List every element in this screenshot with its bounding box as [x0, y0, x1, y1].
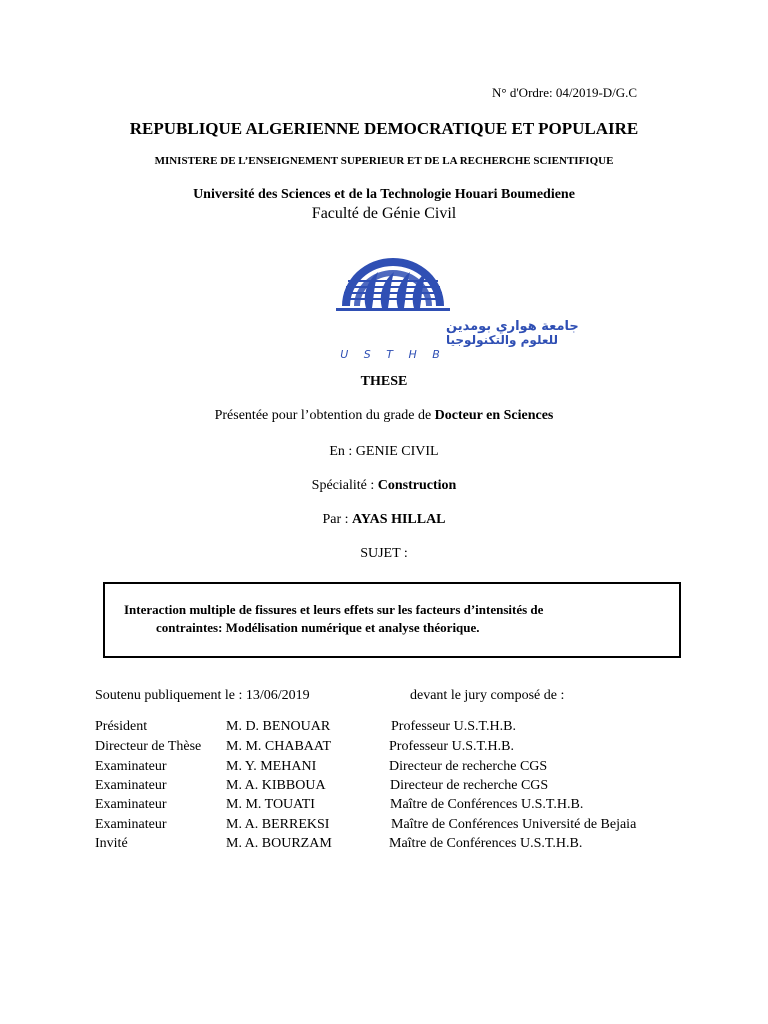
- jury-role: Invité: [95, 836, 128, 851]
- logo-latin: U S T H B: [340, 348, 446, 361]
- jury-role: Examinateur: [95, 797, 167, 812]
- jury-title: Professeur U.S.T.H.B.: [391, 719, 516, 734]
- jury-role: Directeur de Thèse: [95, 739, 202, 754]
- logo-arabic-line1: جامعة هواري بومدين: [446, 319, 579, 334]
- subject-line-1: Interaction multiple de fissures et leurs effets sur les facteurs d’intensités de: [124, 602, 544, 617]
- jury-name: M. Y. MEHANI: [226, 759, 317, 774]
- specialty-label: Spécialité :: [311, 478, 378, 493]
- presented-prefix: Présentée pour l’obtention du grade de: [214, 408, 435, 423]
- order-number: N° d'Ordre: 04/2019-D/G.C: [492, 85, 638, 100]
- presented-for: [0, 408, 768, 424]
- specialty-value: Construction: [377, 478, 457, 493]
- author-name: AYAS HILLAL: [352, 512, 446, 527]
- defense-date: Soutenu publiquement le : 13/06/2019: [95, 688, 310, 703]
- jury-role: Président: [95, 719, 148, 734]
- jury-name: M. A. BERREKSI: [226, 817, 330, 832]
- specialty: [0, 478, 768, 494]
- jury-title: Maître de Conférences U.S.T.H.B.: [389, 836, 583, 851]
- jury-name: M. D. BENOUAR: [226, 719, 331, 734]
- author-label: Par :: [322, 512, 353, 527]
- thesis-title: THESE: [360, 374, 408, 389]
- jury-title: Directeur de recherche CGS: [389, 759, 548, 774]
- subject-line-2: contraintes: Modélisation numérique et analyse théorique.: [156, 620, 480, 635]
- grade: Docteur en Sciences: [434, 408, 554, 423]
- republic-heading: REPUBLIQUE ALGERIENNE DEMOCRATIQUE ET POPULAIRE: [129, 119, 639, 138]
- jury-role: Examinateur: [95, 817, 167, 832]
- jury-name: M. A. BOURZAM: [226, 836, 332, 851]
- jury-title: Maître de Conférences U.S.T.H.B.: [390, 797, 584, 812]
- author: [0, 512, 768, 528]
- usthb-logo: [328, 250, 579, 362]
- logo-arabic-line2: للعلوم والتكنولوجيا: [446, 333, 559, 347]
- jury-name: M. A. KIBBOUA: [226, 778, 326, 793]
- jury-name: M. M. CHABAAT: [226, 739, 332, 754]
- ministry-heading: MINISTERE DE L’ENSEIGNEMENT SUPERIEUR ET DE LA RECHERCHE SCIENTIFIQUE: [154, 155, 614, 167]
- field: En : GENIE CIVIL: [329, 444, 439, 459]
- jury-name: M. M. TOUATI: [226, 797, 315, 812]
- jury-intro: devant le jury composé de :: [410, 688, 565, 703]
- jury-title: Maître de Conférences Université de Bejaia: [391, 817, 637, 832]
- university-name: Université des Sciences et de la Technologie Houari Boumediene: [193, 187, 575, 202]
- jury-role: Examinateur: [95, 778, 167, 793]
- subject-label: SUJET :: [360, 546, 408, 561]
- jury-role: Examinateur: [95, 759, 167, 774]
- jury-title: Directeur de recherche CGS: [390, 778, 549, 793]
- usthb-logo-graphic: [328, 250, 579, 362]
- faculty-name: Faculté de Génie Civil: [311, 205, 457, 222]
- jury-title: Professeur U.S.T.H.B.: [389, 739, 514, 754]
